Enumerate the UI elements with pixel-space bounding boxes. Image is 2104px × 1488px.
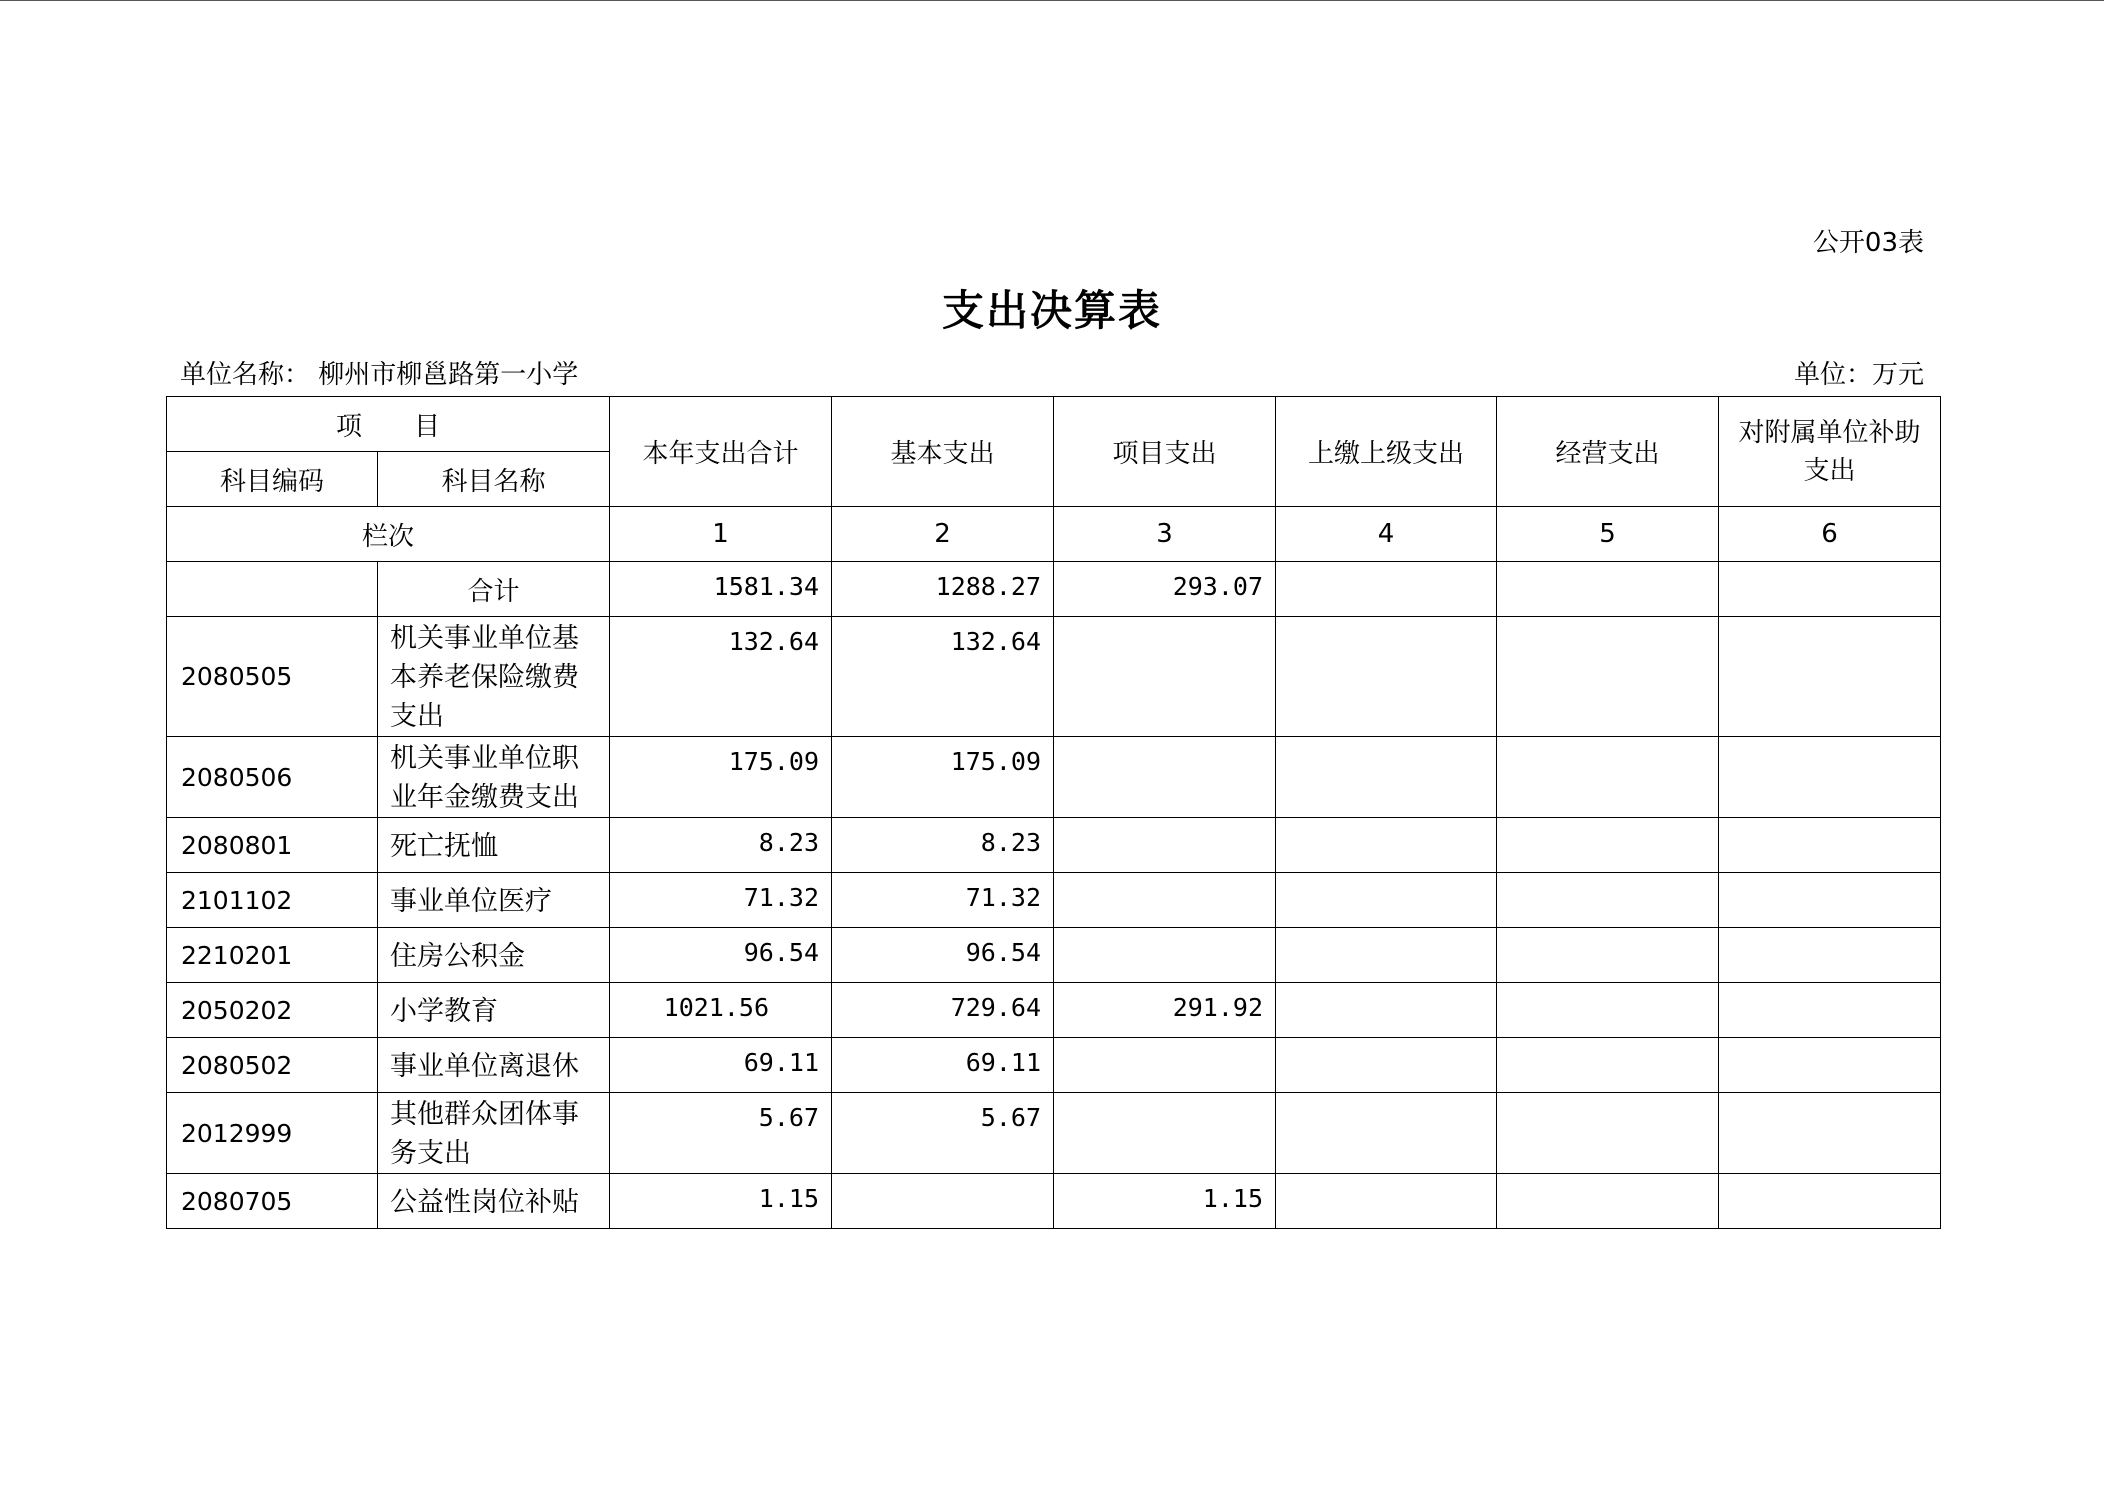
report-meta xyxy=(180,354,1924,391)
row-col3: 1.15 xyxy=(1054,1174,1276,1229)
row-code: 2050202 xyxy=(167,983,378,1038)
row-col6 xyxy=(1719,1174,1941,1229)
row-col5 xyxy=(1497,1038,1719,1093)
header-col6: 对附属单位补助支出 xyxy=(1719,397,1941,507)
row-col6 xyxy=(1719,928,1941,983)
row-col1: 132.64 xyxy=(610,617,832,737)
row-col5 xyxy=(1497,617,1719,737)
row-col5 xyxy=(1497,1093,1719,1174)
row-col5 xyxy=(1497,1174,1719,1229)
row-col5 xyxy=(1497,928,1719,983)
column-index-1: 1 xyxy=(610,507,832,562)
table-row xyxy=(167,873,1941,928)
row-name: 住房公积金 xyxy=(378,928,610,983)
row-code: 2080801 xyxy=(167,818,378,873)
header-col1: 本年支出合计 xyxy=(610,397,832,507)
row-col2: 96.54 xyxy=(832,928,1054,983)
table-row xyxy=(167,1174,1941,1229)
table-row xyxy=(167,617,1941,737)
row-col2 xyxy=(832,1174,1054,1229)
row-col3 xyxy=(1054,737,1276,818)
row-name: 小学教育 xyxy=(378,983,610,1038)
row-col1: 71.32 xyxy=(610,873,832,928)
row-col5 xyxy=(1497,737,1719,818)
row-code: 2210201 xyxy=(167,928,378,983)
row-col1: 1.15 xyxy=(610,1174,832,1229)
row-col4 xyxy=(1276,1174,1497,1229)
row-col2: 71.32 xyxy=(832,873,1054,928)
total-col1: 1581.34 xyxy=(610,562,832,617)
row-name: 公益性岗位补贴 xyxy=(378,1174,610,1229)
row-col3 xyxy=(1054,1038,1276,1093)
row-col3 xyxy=(1054,617,1276,737)
table-header xyxy=(167,397,1941,562)
column-index-6: 6 xyxy=(1719,507,1941,562)
row-col4 xyxy=(1276,873,1497,928)
header-col5: 经营支出 xyxy=(1497,397,1719,507)
row-name: 事业单位离退休 xyxy=(378,1038,610,1093)
row-col5 xyxy=(1497,873,1719,928)
row-col1: 5.67 xyxy=(610,1093,832,1174)
header-row-1 xyxy=(167,397,1941,452)
row-col4 xyxy=(1276,818,1497,873)
column-index-label: 栏次 xyxy=(167,507,610,562)
header-col2: 基本支出 xyxy=(832,397,1054,507)
row-name: 机关事业单位职业年金缴费支出 xyxy=(378,737,610,818)
row-col1: 69.11 xyxy=(610,1038,832,1093)
row-col6 xyxy=(1719,617,1941,737)
column-index-2: 2 xyxy=(832,507,1054,562)
total-col6 xyxy=(1719,562,1941,617)
table-body xyxy=(167,562,1941,1229)
row-code: 2012999 xyxy=(167,1093,378,1174)
row-col3: 291.92 xyxy=(1054,983,1276,1038)
column-index-row xyxy=(167,507,1941,562)
total-col4 xyxy=(1276,562,1497,617)
row-col2: 132.64 xyxy=(832,617,1054,737)
row-col4 xyxy=(1276,737,1497,818)
table-row xyxy=(167,818,1941,873)
row-name: 事业单位医疗 xyxy=(378,873,610,928)
row-col1: 96.54 xyxy=(610,928,832,983)
row-col3 xyxy=(1054,928,1276,983)
row-name: 死亡抚恤 xyxy=(378,818,610,873)
row-name: 其他群众团体事务支出 xyxy=(378,1093,610,1174)
table-row xyxy=(167,1093,1941,1174)
row-code: 2101102 xyxy=(167,873,378,928)
form-code: 公开03表 xyxy=(1812,228,1924,258)
row-col4 xyxy=(1276,983,1497,1038)
row-code: 2080505 xyxy=(167,617,378,737)
header-item: 项 目 xyxy=(167,397,610,452)
row-col6 xyxy=(1719,737,1941,818)
row-col6 xyxy=(1719,983,1941,1038)
row-col1: 1021.56 xyxy=(610,983,832,1038)
row-col2: 729.64 xyxy=(832,983,1054,1038)
row-col1: 175.09 xyxy=(610,737,832,818)
page-title: 支出决算表 xyxy=(941,286,1162,335)
total-col2: 1288.27 xyxy=(832,562,1054,617)
row-col2: 5.67 xyxy=(832,1093,1054,1174)
row-col1: 8.23 xyxy=(610,818,832,873)
row-col6 xyxy=(1719,1093,1941,1174)
unit-name-block xyxy=(180,354,578,391)
header-name: 科目名称 xyxy=(378,452,610,507)
total-col3: 293.07 xyxy=(1054,562,1276,617)
total-row xyxy=(167,562,1941,617)
unit-name-label: 单位名称： xyxy=(180,360,311,390)
row-code: 2080502 xyxy=(167,1038,378,1093)
row-col2: 69.11 xyxy=(832,1038,1054,1093)
row-code: 2080705 xyxy=(167,1174,378,1229)
row-col5 xyxy=(1497,818,1719,873)
table-row xyxy=(167,928,1941,983)
row-col5 xyxy=(1497,983,1719,1038)
header-code: 科目编码 xyxy=(167,452,378,507)
table-row xyxy=(167,1038,1941,1093)
header-col3: 项目支出 xyxy=(1054,397,1276,507)
unit-label: 单位：万元 xyxy=(1793,360,1924,390)
page-top-border xyxy=(0,0,2104,1)
column-index-4: 4 xyxy=(1276,507,1497,562)
row-col3 xyxy=(1054,1093,1276,1174)
total-label: 合计 xyxy=(378,562,610,617)
row-col6 xyxy=(1719,1038,1941,1093)
row-col2: 8.23 xyxy=(832,818,1054,873)
total-code-cell xyxy=(167,562,378,617)
row-col2: 175.09 xyxy=(832,737,1054,818)
row-name: 机关事业单位基本养老保险缴费支出 xyxy=(378,617,610,737)
expenditure-table xyxy=(166,396,1941,1229)
row-code: 2080506 xyxy=(167,737,378,818)
table-row xyxy=(167,737,1941,818)
header-col4: 上缴上级支出 xyxy=(1276,397,1497,507)
table-row xyxy=(167,983,1941,1038)
row-col3 xyxy=(1054,873,1276,928)
column-index-5: 5 xyxy=(1497,507,1719,562)
row-col4 xyxy=(1276,1038,1497,1093)
unit-name: 柳州市柳邕路第一小学 xyxy=(318,360,579,390)
column-index-3: 3 xyxy=(1054,507,1276,562)
row-col6 xyxy=(1719,873,1941,928)
total-col5 xyxy=(1497,562,1719,617)
row-col3 xyxy=(1054,818,1276,873)
row-col6 xyxy=(1719,818,1941,873)
row-col4 xyxy=(1276,928,1497,983)
row-col4 xyxy=(1276,1093,1497,1174)
row-col4 xyxy=(1276,617,1497,737)
